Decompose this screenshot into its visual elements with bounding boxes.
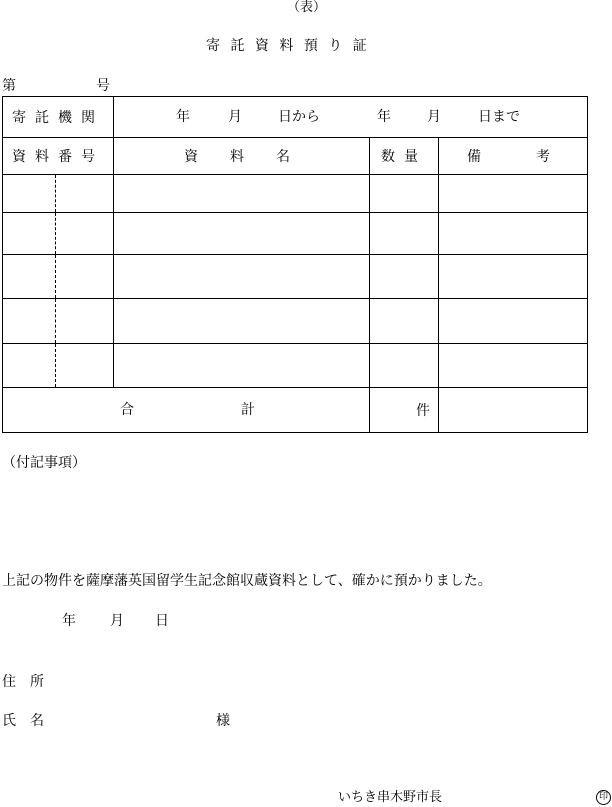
number-prefix: 第: [2, 78, 16, 94]
material-name-cell[interactable]: [114, 175, 370, 213]
remarks-cell[interactable]: [439, 213, 588, 255]
quantity-cell[interactable]: [370, 255, 439, 299]
header-remarks: 備 考: [439, 138, 588, 175]
table-row: [3, 175, 588, 213]
deposit-table: [2, 96, 588, 433]
remarks-cell[interactable]: [439, 175, 588, 213]
period-to-day: 日まで: [478, 109, 520, 125]
period-from-month: 月: [228, 109, 242, 125]
table-row: [3, 213, 588, 255]
side-label: （表）: [287, 0, 327, 15]
quantity-cell[interactable]: [370, 213, 439, 255]
material-no-b-cell[interactable]: [56, 213, 114, 255]
date-day: 日: [155, 613, 169, 629]
issuer-name: いちき串木野市長: [338, 790, 443, 805]
seal-icon: [596, 790, 611, 805]
honorific: 様: [216, 713, 230, 729]
quantity-cell[interactable]: [370, 175, 439, 213]
material-no-a-cell[interactable]: [3, 255, 56, 299]
total-remarks-cell[interactable]: [439, 388, 588, 433]
count-unit: 件: [416, 403, 430, 419]
period-to-month: 月: [427, 109, 441, 125]
total-label-2: 計: [241, 402, 255, 418]
name-label: 氏 名: [2, 713, 44, 729]
header-material-name: 資 料 名: [114, 138, 370, 175]
material-no-b-cell[interactable]: [56, 175, 114, 213]
depositor-org-label: 寄託機関: [3, 97, 114, 138]
remarks-cell[interactable]: [439, 255, 588, 299]
period-to-year: 年: [377, 109, 391, 125]
seal-text: 印: [598, 792, 608, 802]
total-row: [3, 388, 588, 433]
date-year: 年: [62, 613, 76, 629]
total-label: [3, 388, 370, 433]
material-no-b-cell[interactable]: [56, 344, 114, 388]
remarks-cell[interactable]: [439, 299, 588, 344]
quantity-cell[interactable]: [370, 299, 439, 344]
material-name-cell[interactable]: [114, 255, 370, 299]
material-name-cell[interactable]: [114, 344, 370, 388]
statement-text: 上記の物件を薩摩藩英国留学生記念館収蔵資料として、確かに預かりました。: [2, 573, 492, 589]
deposit-period: [114, 97, 588, 138]
quantity-cell[interactable]: [370, 344, 439, 388]
total-count-cell[interactable]: [370, 388, 439, 433]
table-row: [3, 299, 588, 344]
date-month: 月: [110, 613, 124, 629]
material-name-cell[interactable]: [114, 213, 370, 255]
period-from-year: 年: [176, 109, 190, 125]
number-suffix: 号: [96, 78, 110, 94]
header-material-no: 資料番号: [3, 138, 114, 175]
material-no-a-cell[interactable]: [3, 175, 56, 213]
table-row: [3, 255, 588, 299]
material-no-a-cell[interactable]: [3, 299, 56, 344]
material-name-cell[interactable]: [114, 299, 370, 344]
remarks-cell[interactable]: [439, 344, 588, 388]
depositor-row: [3, 97, 588, 138]
header-row: [3, 138, 588, 175]
header-quantity: 数量: [370, 138, 439, 175]
table-row: [3, 344, 588, 388]
page-title: 寄 託 資 料 預 り 証: [206, 38, 370, 54]
address-label: 住 所: [2, 674, 44, 690]
notes-label: （付記事項）: [2, 455, 86, 471]
material-no-b-cell[interactable]: [56, 255, 114, 299]
material-no-a-cell[interactable]: [3, 213, 56, 255]
material-no-b-cell[interactable]: [56, 299, 114, 344]
period-from-day: 日から: [278, 109, 320, 125]
total-label-1: 合: [120, 402, 134, 418]
material-no-a-cell[interactable]: [3, 344, 56, 388]
